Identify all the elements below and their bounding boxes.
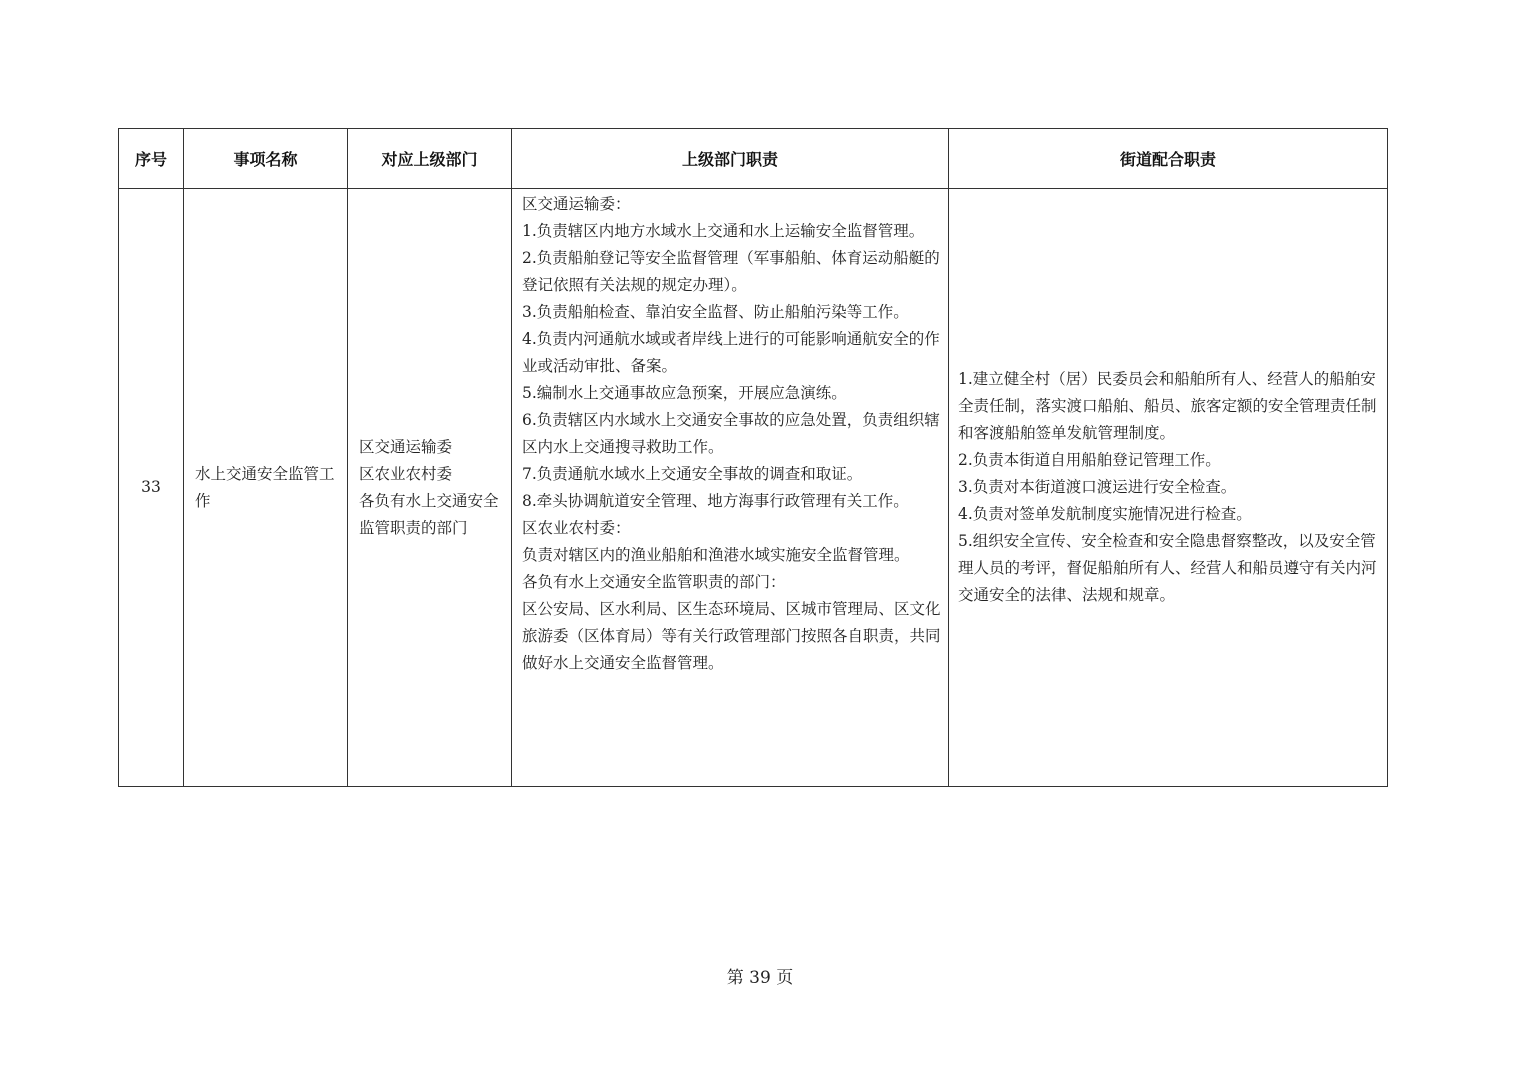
duty-line: 7.负责通航水域水上交通安全事故的调查和取证。: [522, 465, 863, 483]
dept-line: 区交通运输委: [359, 437, 453, 456]
street-duty-line: 4.负责对签单发航制度实施情况进行检查。: [958, 505, 1252, 523]
duty-line: 负责对辖区内的渔业船舶和渔港水域实施安全监督管理。: [522, 546, 910, 564]
responsibility-table: [118, 128, 1388, 787]
dept-line: 区农业农村委: [359, 464, 453, 483]
street-duty-line: 5.组织安全宣传、安全检查和安全隐患督察整改，以及安全管理人员的考评，督促船舶所有人、经营人和船员遵守有关内河交通安全的法律、法规和规章。: [958, 532, 1377, 604]
header-item-name: 事项名称: [184, 129, 348, 189]
cell-street-duty: [949, 189, 1388, 787]
table-header-row: [119, 129, 1388, 189]
duty-line: 1.负责辖区内地方水域水上交通和水上运输安全监督管理。: [522, 222, 925, 240]
cell-item-name: 水上交通安全监管工作: [184, 189, 348, 787]
duty-line: 4.负责内河通航水域或者岸线上进行的可能影响通航安全的作业或活动审批、备案。: [522, 330, 940, 375]
dept-line: 各负有水上交通安全监管职责的部门: [359, 491, 499, 537]
street-duty-line: 2.负责本街道自用船舶登记管理工作。: [958, 451, 1221, 469]
page-number: 第 39 页: [726, 968, 794, 988]
header-street-duty: 街道配合职责: [949, 129, 1388, 189]
cell-superior-duty: [512, 189, 949, 787]
cell-seq: 33: [119, 189, 184, 787]
cell-superior-dept: [348, 189, 512, 787]
duty-line: 3.负责船舶检查、靠泊安全监督、防止船舶污染等工作。: [522, 303, 909, 321]
duty-line: 5.编制水上交通事故应急预案，开展应急演练。: [522, 384, 847, 402]
header-superior-duty: 上级部门职责: [512, 129, 949, 189]
duty-line: 6.负责辖区内水域水上交通安全事故的应急处置，负责组织辖区内水上交通搜寻救助工作。: [522, 411, 940, 456]
table-row: [119, 189, 1388, 787]
duty-line: 区公安局、区水利局、区生态环境局、区城市管理局、区文化旅游委（区体育局）等有关行政管理部门按照各自职责，共同做好水上交通安全监督管理。: [522, 600, 941, 672]
duty-line: 8.牵头协调航道安全管理、地方海事行政管理有关工作。: [522, 492, 909, 510]
duty-line: 各负有水上交通安全监管职责的部门：: [522, 573, 786, 591]
duty-line: 2.负责船舶登记等安全监督管理（军事船舶、体育运动船艇的登记依照有关法规的规定办理）。: [522, 249, 940, 294]
duty-line: 区交通运输委：: [522, 195, 631, 213]
street-duty-line: 1.建立健全村（居）民委员会和船舶所有人、经营人的船舶安全责任制，落实渡口船舶、船员、旅客定额的安全管理责任制和客渡船舶签单发航管理制度。: [958, 370, 1377, 442]
header-superior-dept: 对应上级部门: [348, 129, 512, 189]
duty-line: 区农业农村委：: [522, 519, 631, 537]
street-duty-line: 3.负责对本街道渡口渡运进行安全检查。: [958, 478, 1237, 496]
header-seq: 序号: [119, 129, 184, 189]
